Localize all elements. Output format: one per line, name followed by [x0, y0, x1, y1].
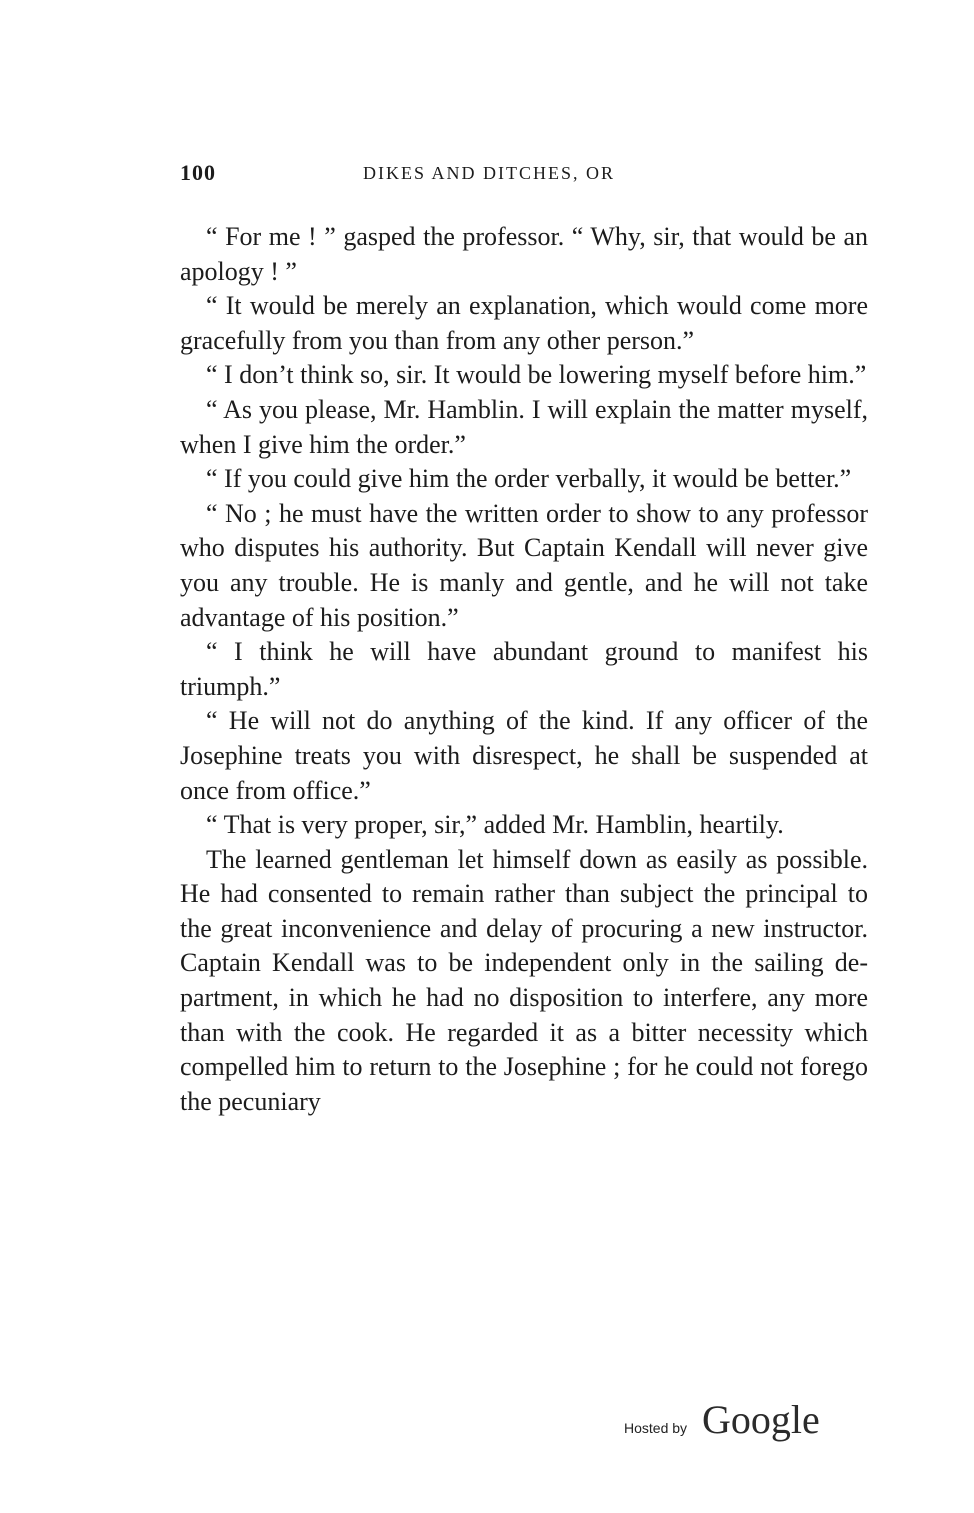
running-title: DIKES AND DITCHES, OR [363, 163, 616, 183]
body-text [180, 220, 868, 1119]
paragraph-8: “ He will not do anything of the kind. If any officer of the Josephine treats you with disrespect, he shall be suspended at once from office.” [180, 706, 868, 805]
hosted-by-label: Hosted by [624, 1420, 688, 1436]
paragraph-7: “ I think he will have abundant ground to manifest his triumph.” [180, 637, 868, 701]
paragraph-1: “ For me ! ” gasped the professor. “ Why, sir, that would be an apology ! ” [180, 222, 868, 286]
google-logo: Google [702, 1397, 820, 1442]
paragraph-6: “ No ; he must have the written order to show to any professor who disputes his authority. But Captain Kendall will never give you any trouble. He is manly and gentle, and he will not take advantage of his position.” [180, 498, 868, 632]
paragraph-9: “ That is very proper, sir,” added Mr. Hamblin, heartily. [206, 810, 784, 840]
paragraph-10: The learned gentleman let himself down as easily as possible. He had consented to remain rather than subject the principal to the great inconvenience and delay of procuring a new instructor. Captain Kendall was to be independent only in the sailing department, in which he had no disposition to interfere, any more than with the cook. He regarded it as a bitter necessity which compelled him to return to the Josephine ; for he could not forego the pecuniary [180, 844, 868, 1116]
paragraph-2: “ It would be merely an explanation, which would come more gracefully from you than from any other person.” [180, 291, 868, 355]
paragraph-4: “ As you please, Mr. Hamblin. I will explain the matter myself, when I give him the order.” [180, 394, 868, 459]
hosted-by-google-watermark [624, 1396, 844, 1446]
page-number: 100 [180, 160, 216, 185]
running-head [180, 160, 868, 190]
paragraph-5: “ If you could give him the order verbally, it would be better.” [206, 464, 852, 494]
paragraph-3: “ I don’t think so, sir. It would be lowering myself before him.” [206, 360, 867, 390]
